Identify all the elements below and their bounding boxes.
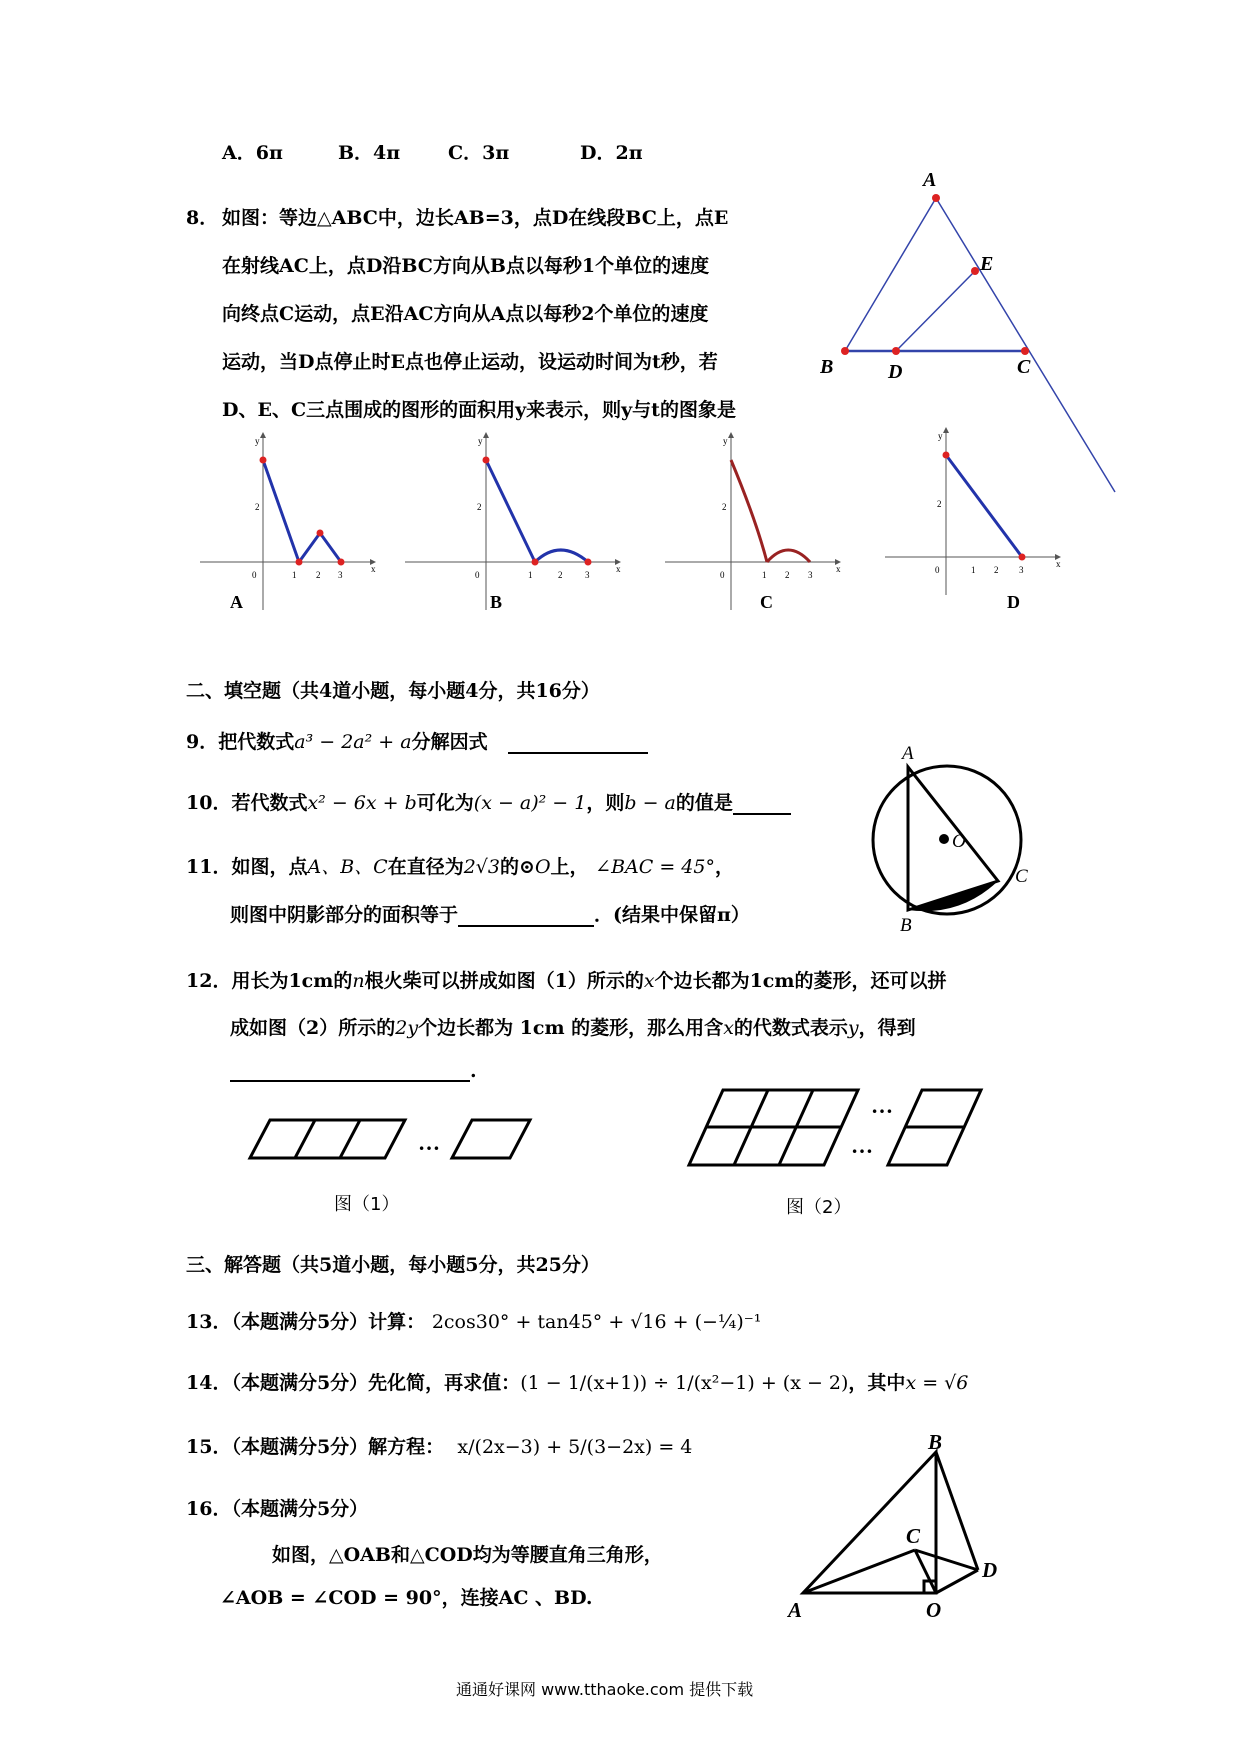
q12-line1a: 用长为1cm的 (231, 970, 353, 992)
q12-x2: x (723, 1017, 734, 1039)
svg-text:x: x (371, 564, 376, 574)
fig2-ellipsis-top: … (871, 1093, 893, 1118)
q9-line (186, 727, 648, 754)
q10-mid: 可化为 (416, 792, 474, 814)
q13-head: （本题满分5分）计算： (231, 1311, 426, 1333)
q16-line2: ∠AOB = ∠COD = 90°，连接AC 、BD. (220, 1587, 593, 1609)
q11-line2-post: ．(结果中保留π） (594, 904, 750, 926)
graph-b-label: B (490, 592, 503, 610)
q13-expr: 2cos30° + tan45° + √16 + (−¼)⁻¹ (431, 1311, 762, 1333)
q7-option-c: C．3π (448, 142, 510, 164)
triangles-oab-cod-figure (780, 1425, 1020, 1625)
q14-expr: (1 − 1/(x+1)) ÷ 1/(x²−1) + (x − 2) (520, 1372, 849, 1394)
svg-text:2: 2 (785, 570, 790, 580)
section3-title: 三、解答题（共5道小题，每小题5分，共25分） (186, 1254, 600, 1276)
fig16-label-d: D (982, 1558, 998, 1582)
q11-angle: ∠BAC = 45° (595, 856, 715, 878)
q12-line2c: 的代数式表示 (733, 1017, 848, 1039)
label-d: D (888, 361, 903, 383)
q12-line1b: 根火柴可以拼成如图（1）所示的 (364, 970, 644, 992)
svg-text:2: 2 (994, 565, 999, 575)
fig16-label-o: O (926, 1598, 942, 1622)
q7-option-d: D．2π (580, 142, 643, 164)
q13-number: 13． (186, 1311, 232, 1333)
q14-head: （本题满分5分）先化简，再求值： (231, 1372, 521, 1394)
q11-post: ， (714, 856, 734, 878)
svg-text:1: 1 (528, 570, 533, 580)
label-c: C (1017, 356, 1031, 378)
svg-text:1: 1 (762, 570, 767, 580)
q14-cond: x = √6 (905, 1372, 969, 1394)
q12-x1: x (643, 970, 655, 992)
q7-option-b: B．4π (338, 142, 401, 164)
q10-line (186, 788, 791, 815)
q16-number: 16． (186, 1498, 232, 1520)
q14-tail: ，其中 (848, 1372, 906, 1394)
svg-text:0: 0 (252, 570, 257, 580)
circle-label-c: C (1015, 866, 1028, 887)
q11-answer-blank (458, 925, 594, 927)
q16-head: （本题满分5分） (231, 1498, 369, 1520)
q15-number: 15． (186, 1436, 232, 1458)
q8-line1: 如图：等边△ABC中，边长AB=3，点D在线段BC上，点E (222, 207, 729, 229)
svg-text:y: y (723, 436, 728, 446)
q11-pts: A、B、C (307, 856, 388, 878)
svg-text:1: 1 (292, 570, 297, 580)
graph-option-b (400, 430, 625, 610)
svg-text:3: 3 (338, 570, 343, 580)
q9-post: 分解因式 (411, 731, 488, 753)
section2-title: 二、填空题（共4道小题，每小题4分，共16分） (186, 680, 600, 702)
q11-line2 (230, 900, 750, 927)
q11-mid2: 的⊙ (500, 856, 535, 878)
q12-line3-post: . (470, 1060, 477, 1082)
svg-text:0: 0 (720, 570, 725, 580)
q12-line1c: 个边长都为1cm的菱形，还可以拼 (654, 970, 947, 992)
rhombus-figure-1 (240, 1110, 550, 1190)
q12-y2: 2y (395, 1017, 419, 1039)
svg-text:2: 2 (255, 502, 260, 512)
svg-text:x: x (616, 564, 621, 574)
graph-option-d (880, 425, 1065, 610)
label-b: B (820, 356, 834, 378)
q11-pre: 如图，点 (231, 856, 308, 878)
fig16-label-a: A (788, 1598, 803, 1622)
q11-number: 11． (186, 856, 232, 878)
fig1-caption: 图（1） (334, 1194, 400, 1215)
q16-head-line (186, 1494, 368, 1521)
q13-line (186, 1307, 761, 1334)
svg-text:3: 3 (585, 570, 590, 580)
q11-line1 (186, 852, 734, 879)
graph-option-c (660, 430, 845, 610)
graph-option-a (195, 430, 380, 610)
q15-expr: x/(2x−3) + 5/(3−2x) = 4 (457, 1436, 693, 1458)
q10-expr2: (x − a)² − 1 (473, 792, 587, 814)
q10-expr3: b − a (624, 792, 676, 814)
q15-head: （本题满分5分）解方程： (231, 1436, 445, 1458)
q11-mid: 在直径为 (387, 856, 464, 878)
svg-text:2: 2 (316, 570, 321, 580)
svg-text:x: x (836, 564, 841, 574)
q10-post: 的值是 (675, 792, 733, 814)
fig16-label-c: C (906, 1524, 921, 1548)
svg-text:y: y (478, 436, 483, 446)
q15-line (186, 1432, 692, 1459)
svg-text:3: 3 (1019, 565, 1024, 575)
circle-label-a: A (902, 745, 914, 764)
graph-d-label: D (1007, 592, 1020, 610)
q9-pre: 把代数式 (218, 731, 295, 753)
q12-line3 (230, 1060, 477, 1082)
q12-line2d: ，得到 (858, 1017, 916, 1039)
q10-pre: 若代数式 (231, 792, 308, 814)
fig2-caption: 图（2） (786, 1197, 852, 1218)
q12-n: n (352, 970, 365, 992)
q8-line3: 向终点C运动，点E沿AC方向从A点以每秒2个单位的速度 (222, 303, 709, 325)
q10-expr1: x² − 6x + b (307, 792, 417, 814)
q9-expr: a³ − 2a² + a (294, 731, 412, 753)
q12-y3: y (847, 1017, 859, 1039)
q8-line2: 在射线AC上，点D沿BC方向从B点以每秒1个单位的速度 (222, 255, 710, 277)
circle-label-b: B (900, 915, 912, 936)
fig2-ellipsis-bottom: … (851, 1133, 873, 1158)
q10-mid2: ，则 (586, 792, 625, 814)
q12-line2b: 个边长都为 1cm 的菱形，那么用含 (418, 1017, 724, 1039)
q12-line2a: 成如图（2）所示的 (230, 1017, 396, 1039)
svg-text:x: x (1056, 559, 1061, 569)
svg-text:1: 1 (971, 565, 976, 575)
circle-label-o: O (952, 831, 966, 852)
q10-answer-blank (733, 813, 791, 815)
circle-figure (850, 745, 1050, 945)
q11-line2-pre: 则图中阴影部分的面积等于 (230, 904, 459, 926)
svg-text:y: y (938, 431, 943, 441)
svg-text:0: 0 (935, 565, 940, 575)
svg-text:2: 2 (558, 570, 563, 580)
q7-option-a: A．6π (222, 142, 283, 164)
svg-text:3: 3 (808, 570, 813, 580)
fig16-label-b: B (928, 1430, 943, 1454)
q9-number: 9． (186, 731, 219, 753)
svg-text:0: 0 (475, 570, 480, 580)
q10-number: 10． (186, 792, 232, 814)
q14-line (186, 1368, 968, 1395)
svg-text:2: 2 (722, 502, 727, 512)
q12-number: 12． (186, 970, 232, 992)
svg-text:y: y (255, 436, 260, 446)
fig1-ellipsis: … (418, 1130, 440, 1155)
rhombus-figure-2 (675, 1085, 995, 1180)
q12-answer-blank (230, 1080, 470, 1082)
q12-line2 (230, 1013, 916, 1040)
q8-line5: D、E、C三点围成的图形的面积用y来表示，则y与t的图象是 (222, 399, 736, 421)
q14-number: 14． (186, 1372, 232, 1394)
svg-text:2: 2 (477, 502, 482, 512)
footer-text: 通通好课网 www.tthaoke.com 提供下载 (456, 1680, 754, 1699)
q11-circ: O (534, 856, 551, 878)
svg-text:2: 2 (937, 499, 942, 509)
graph-c-label: C (760, 592, 773, 610)
q8-number: 8． (186, 207, 219, 229)
q9-answer-blank (508, 752, 648, 754)
graph-a-label: A (230, 592, 243, 610)
label-a: A (923, 169, 937, 191)
q11-mid3: 上， (550, 856, 589, 878)
label-e: E (980, 253, 994, 275)
q8-line4: 运动，当D点停止时E点也停止运动，设运动时间为t秒，若 (222, 351, 718, 373)
q11-diam: 2√3 (463, 856, 501, 878)
q12-line1 (186, 966, 946, 993)
q16-line1: 如图，△OAB和△COD均为等腰直角三角形， (272, 1544, 663, 1566)
